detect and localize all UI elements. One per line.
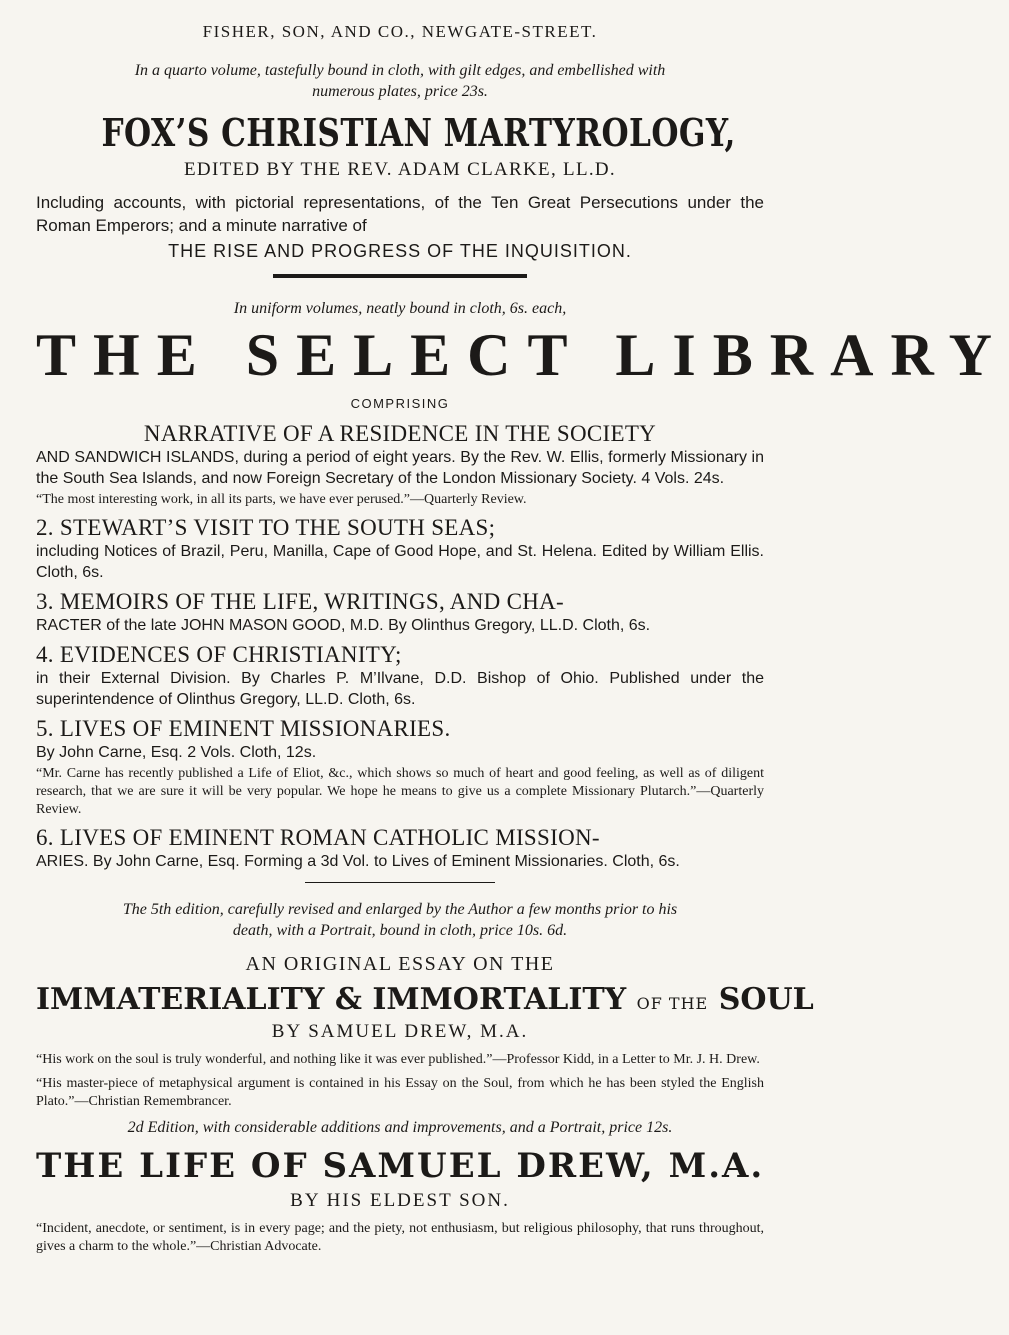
life-author: BY HIS ELDEST SON. [290,1190,510,1211]
life-quote: “Incident, anecdote, or sentiment, is in every page; and the piety, not enthusiasm, but religious philosophy, that runs throughout, gives a charm to the whole.”—Christian Advocate. [36,1221,764,1254]
fox-editor: EDITED BY THE REV. ADAM CLARKE, LL.D. [184,159,616,180]
divider [305,882,495,883]
comprising-label: COMPRISING [350,396,450,411]
item-description: ARIES. By John Carne, Esq. Forming a 3d Vol. to Lives of Eminent Missionaries. Cloth, 6s. [36,853,680,870]
essay-quote: “His work on the soul is truly wonderful, and nothing like it was ever published.”—Professor Kidd, in a Letter to Mr. J. H. Drew. [36,1052,760,1067]
fox-description: Including accounts, with pictorial representations, of the Ten Great Persecutions under the Roman Emperors; and a minute narrative of [36,193,764,235]
item-title: NARRATIVE OF A RESIDENCE IN THE SOCIETY [143,421,657,446]
select-library-title: THE SELECT LIBRARY [36,322,1009,388]
essay-title-end: SOUL [718,982,814,1017]
select-intro: In uniform volumes, neatly bound in cloth, 6s. each, [233,300,567,317]
essay-quote: “His master-piece of metaphysical argument is contained in his Essay on the Soul, from which he has been styled the English Plato.”—Christian Remembrancer. [36,1076,764,1109]
item-description: AND SANDWICH ISLANDS, during a period of eight years. By the Rev. W. Ellis, formerly Missionary in the South Sea Islands, and now Foreign Secretary of the London Missionary Society. 4 Vols. 24s. [36,449,764,487]
essay-edition-line1: The 5th edition, carefully revised and enlarged by the Author a few months prior to his [122,901,678,918]
essay-edition-line2: death, with a Portrait, bound in cloth, price 10s. 6d. [232,922,568,939]
essay-title-main: IMMATERIALITY & IMMORTALITY [36,982,627,1017]
essay-title [36,982,814,1017]
library-item [36,589,764,636]
life-edition: 2d Edition, with considerable additions and improvements, and a Portrait, price 12s. [127,1119,673,1136]
life-title: THE LIFE OF SAMUEL DREW, M.A. [36,1146,765,1186]
essay-author: BY SAMUEL DREW, M.A. [271,1021,529,1042]
essay-edition [36,899,764,941]
fox-intro [36,60,764,102]
library-item [36,642,764,710]
item-quote: “The most interesting work, in all its parts, we have ever perused.”—Quarterly Review. [36,492,527,507]
library-item [36,421,764,509]
item-quote: “Mr. Carne has recently published a Life of Eliot, &c., which shows so much of heart and good feeling, as well as of diligent research, that we are sure it will be very popular. We hope he means to give us a complete Missionary Plutarch.”—Quarterly Review. [36,766,764,817]
item-title: 3. MEMOIRS OF THE LIFE, WRITINGS, AND CHA- [36,589,564,614]
item-title: 5. LIVES OF EMINENT MISSIONARIES. [36,716,451,741]
divider [273,274,527,278]
essay-title-of: OF THE [636,994,709,1013]
fox-inquisition: THE RISE AND PROGRESS OF THE INQUISITION. [168,241,632,261]
item-title: 2. STEWART’S VISIT TO THE SOUTH SEAS; [36,515,496,540]
item-title: 6. LIVES OF EMINENT ROMAN CATHOLIC MISSION- [36,825,600,850]
library-item [36,515,764,583]
item-description: in their External Division. By Charles P. M’Ilvane, D.D. Bishop of Ohio. Published under the superintendence of Olinthus Gregory, LL.D. Cloth, 6s. [36,670,764,708]
fox-title: FOX’S CHRISTIAN MARTYROLOGY, [101,110,736,155]
publisher-header: FISHER, SON, AND CO., NEWGATE-STREET. [202,22,598,41]
item-description: RACTER of the late JOHN MASON GOOD, M.D. By Olinthus Gregory, LL.D. Cloth, 6s. [36,617,651,634]
fox-intro-line1: In a quarto volume, tastefully bound in cloth, with gilt edges, and embellished with [134,62,666,79]
item-description: By John Carne, Esq. 2 Vols. Cloth, 12s. [36,744,317,761]
essay-heading: AN ORIGINAL ESSAY ON THE [245,953,555,975]
fox-intro-line2: numerous plates, price 23s. [312,83,488,100]
library-item [36,716,764,819]
item-description: including Notices of Brazil, Peru, Manilla, Cape of Good Hope, and St. Helena. Edited by William Ellis. Cloth, 6s. [36,543,764,581]
item-title: 4. EVIDENCES OF CHRISTIANITY; [36,642,402,667]
library-item [36,825,764,872]
